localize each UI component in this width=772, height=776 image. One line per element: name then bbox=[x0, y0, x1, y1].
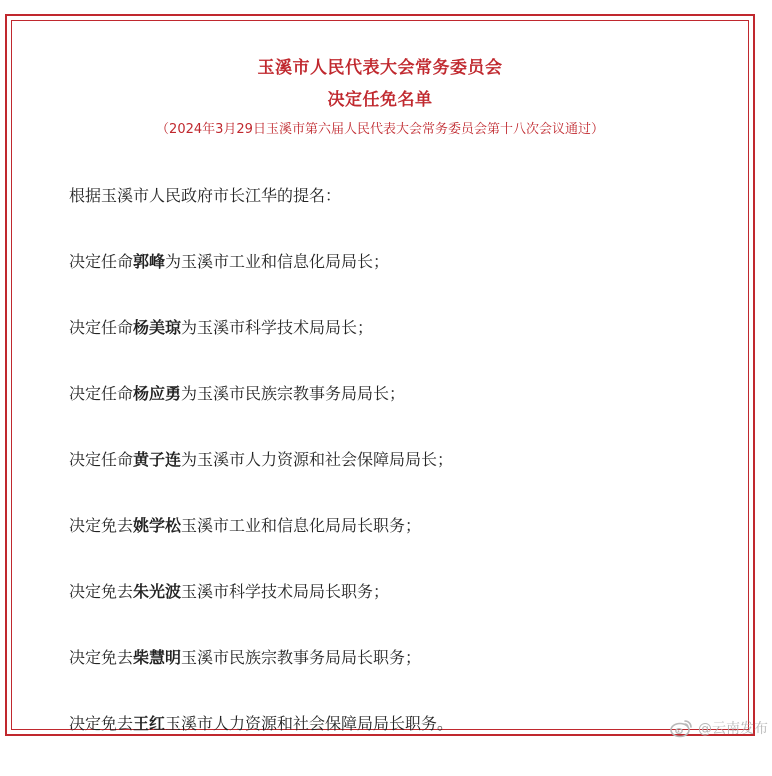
person-name: 朱光波 bbox=[133, 582, 182, 601]
item-prefix: 决定免去 bbox=[69, 714, 134, 733]
watermark-text: @云南发布 bbox=[698, 721, 768, 737]
item-prefix: 决定免去 bbox=[69, 648, 134, 667]
intro-paragraph: 根据玉溪市人民政府市长江华的提名： bbox=[69, 186, 342, 205]
document-subtitle: （2024年3月29日玉溪市第六届人民代表大会常务委员会第十八次会议通过） bbox=[156, 122, 604, 137]
item-prefix: 决定任命 bbox=[69, 252, 134, 271]
list-item bbox=[69, 248, 733, 314]
list-item bbox=[69, 644, 733, 710]
item-text: 为玉溪市人力资源和社会保障局局长； bbox=[181, 450, 454, 469]
item-text: 为玉溪市工业和信息化局局长； bbox=[165, 252, 390, 271]
item-text: 玉溪市人力资源和社会保障局局长职务。 bbox=[165, 714, 454, 733]
list-item bbox=[69, 710, 733, 776]
item-prefix: 决定任命 bbox=[69, 318, 134, 337]
weibo-icon bbox=[670, 718, 694, 738]
list-item bbox=[69, 314, 733, 380]
item-prefix: 决定任命 bbox=[69, 384, 134, 403]
person-name: 郭峰 bbox=[133, 252, 166, 271]
item-text: 玉溪市工业和信息化局局长职务； bbox=[181, 516, 422, 535]
source-watermark bbox=[670, 718, 768, 738]
person-name: 柴慧明 bbox=[133, 648, 182, 667]
list-item bbox=[69, 512, 733, 578]
item-prefix: 决定免去 bbox=[69, 516, 134, 535]
list-item bbox=[69, 380, 733, 446]
person-name: 杨美琼 bbox=[133, 318, 182, 337]
item-text: 为玉溪市民族宗教事务局局长； bbox=[181, 384, 406, 403]
item-text: 玉溪市科学技术局局长职务； bbox=[181, 582, 390, 601]
person-name: 黄子连 bbox=[133, 450, 182, 469]
item-text: 玉溪市民族宗教事务局局长职务； bbox=[181, 648, 422, 667]
document-frame bbox=[5, 14, 755, 736]
person-name: 姚学松 bbox=[133, 516, 182, 535]
person-name: 杨应勇 bbox=[133, 384, 182, 403]
item-text: 为玉溪市科学技术局局长； bbox=[181, 318, 374, 337]
list-item bbox=[69, 446, 733, 512]
document-title: 玉溪市人民代表大会常务委员会 bbox=[257, 58, 503, 78]
person-name: 王红 bbox=[133, 714, 166, 733]
document-title-sub: 决定任免名单 bbox=[327, 90, 433, 110]
document-body bbox=[69, 182, 733, 776]
list-item bbox=[69, 578, 733, 644]
item-prefix: 决定任命 bbox=[69, 450, 134, 469]
document-header bbox=[7, 52, 753, 142]
item-prefix: 决定免去 bbox=[69, 582, 134, 601]
